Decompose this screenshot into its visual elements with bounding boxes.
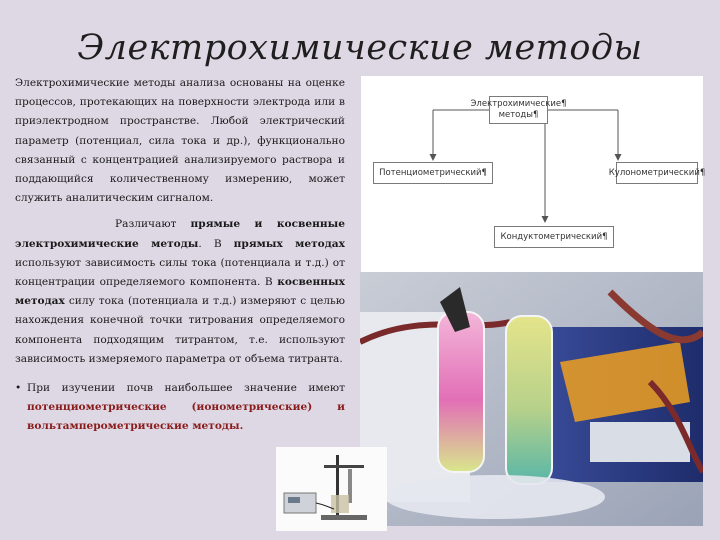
diagram-box-electrochemical bbox=[470, 96, 567, 124]
diagram-box-potentiometric: Потенциометрический¶ bbox=[373, 162, 493, 184]
methods-bold-1: прямые и косвенные электрохимические методы bbox=[15, 218, 345, 250]
methods-bold-3: косвенных методах bbox=[15, 276, 345, 308]
intro-paragraph: Электрохимические методы анализа основаны на оценке процессов, протекающих на поверхности электрода или в приэлектродном пространстве. Любой электрический параметр (потенциал, сила тока и др.), функционально связанный с концентрацией анализируемого раствора и поддающийся количественному измерению, может служить аналитическим сигналом. bbox=[15, 77, 345, 205]
methods-text-2: . В bbox=[198, 237, 234, 250]
methods-diagram bbox=[361, 76, 706, 272]
test-tubes-illustration bbox=[360, 272, 703, 526]
methods-text-1: Различают bbox=[115, 218, 191, 231]
lab-photo bbox=[360, 272, 703, 526]
methods-bold-2: прямых методах bbox=[233, 237, 345, 250]
methods-paragraph bbox=[15, 215, 345, 369]
bullet-text: При изучении почв наибольшее значение имеют bbox=[27, 382, 345, 395]
apparatus-illustration bbox=[276, 447, 387, 531]
methods-text-3: используют зависимость силы тока (потенциала и т.д.) от концентрации определяемого компонента. В bbox=[15, 256, 345, 289]
methods-text-4: силу тока (потенциала и т.д.) измеряют с целью нахождения конечной точки титрования определяемого компонента подходящим титрантом, т.е. используют зависимость измеряемого параметра от объема титранта. bbox=[15, 295, 345, 365]
text-column bbox=[15, 74, 345, 437]
diagram-top-line2: методы¶ bbox=[498, 110, 539, 120]
bullet-item bbox=[15, 379, 345, 437]
diagram-top-line1: Электрохимические¶ bbox=[470, 99, 567, 109]
page-title: Электрохимические методы bbox=[77, 28, 643, 68]
titration-apparatus-photo bbox=[276, 447, 387, 531]
diagram-box-conductometric: Кондуктометрический¶ bbox=[494, 226, 614, 248]
diagram-box-coulometric: Кулонометрический¶ bbox=[616, 162, 698, 184]
bullet-highlight: потенциометрические (ионометрические) и вольтамперометрические методы. bbox=[27, 401, 345, 433]
bullet-marker: • bbox=[15, 382, 22, 395]
